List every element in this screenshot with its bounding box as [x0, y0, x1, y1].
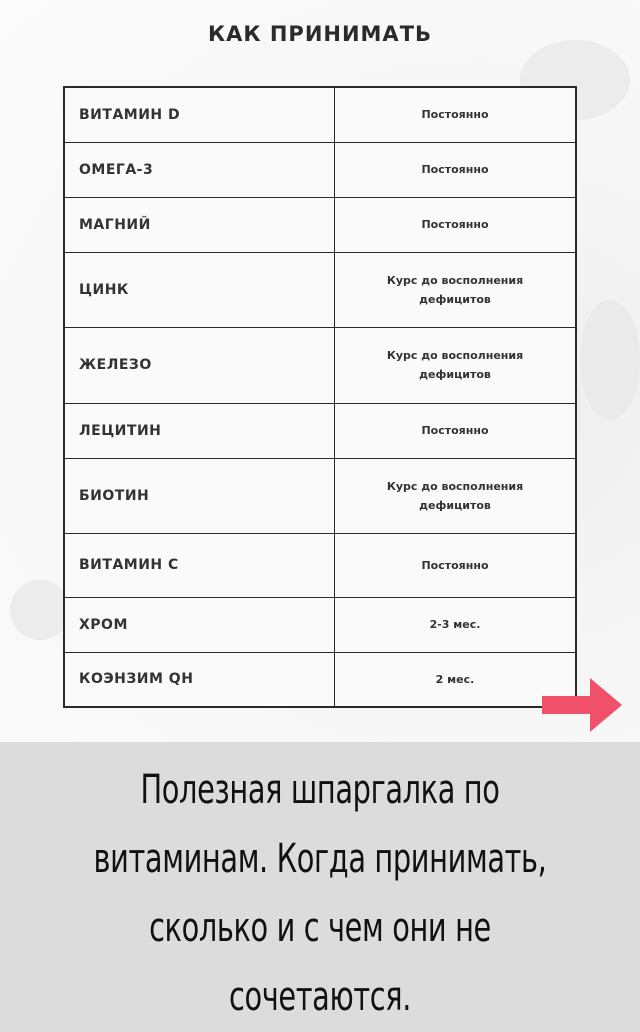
table-row [64, 252, 576, 327]
row-name: ЖЕЛЕЗО [64, 327, 335, 403]
arrow-right-icon[interactable] [542, 676, 622, 734]
table-row [64, 87, 576, 142]
row-schedule: Постоянно [335, 197, 577, 252]
row-schedule: 2 мес. [335, 652, 577, 707]
table-row [64, 652, 576, 707]
row-name: БИОТИН [64, 458, 335, 533]
row-schedule: Курс до восполнения дефицитов [335, 252, 577, 327]
table-row [64, 458, 576, 533]
row-schedule: Постоянно [335, 87, 577, 142]
caption-line: сколько и с чем они не [149, 905, 491, 951]
row-name: КОЭНЗИМ QН [64, 652, 335, 707]
page-title: КАК ПРИНИМАТЬ [207, 22, 433, 46]
table-row [64, 533, 576, 597]
decor-blob [10, 580, 70, 640]
table-row [64, 327, 576, 403]
row-name: ВИТАМИН D [64, 87, 335, 142]
table-row [64, 403, 576, 458]
table-row [64, 197, 576, 252]
row-name: ВИТАМИН С [64, 533, 335, 597]
row-name: ОМЕГА-3 [64, 142, 335, 197]
row-name: ХРОМ [64, 597, 335, 652]
caption-line: сочетаются. [228, 974, 411, 1020]
row-name: ЦИНК [64, 252, 335, 327]
table-row [64, 597, 576, 652]
row-schedule: 2-3 мес. [335, 597, 577, 652]
table-row [64, 142, 576, 197]
row-schedule: Постоянно [335, 403, 577, 458]
caption-line: витаминам. Когда принимать, [93, 836, 547, 882]
row-schedule: Курс до восполнения дефицитов [335, 327, 577, 403]
row-schedule: Курс до восполнения дефицитов [335, 458, 577, 533]
caption-line: Полезная шпаргалка по [140, 767, 500, 813]
decor-blob [580, 300, 640, 420]
vitamin-table [63, 86, 577, 708]
row-schedule: Постоянно [335, 533, 577, 597]
caption-text [90, 756, 551, 1032]
row-name: ЛЕЦИТИН [64, 403, 335, 458]
row-schedule: Постоянно [335, 142, 577, 197]
row-name: МАГНИЙ [64, 197, 335, 252]
